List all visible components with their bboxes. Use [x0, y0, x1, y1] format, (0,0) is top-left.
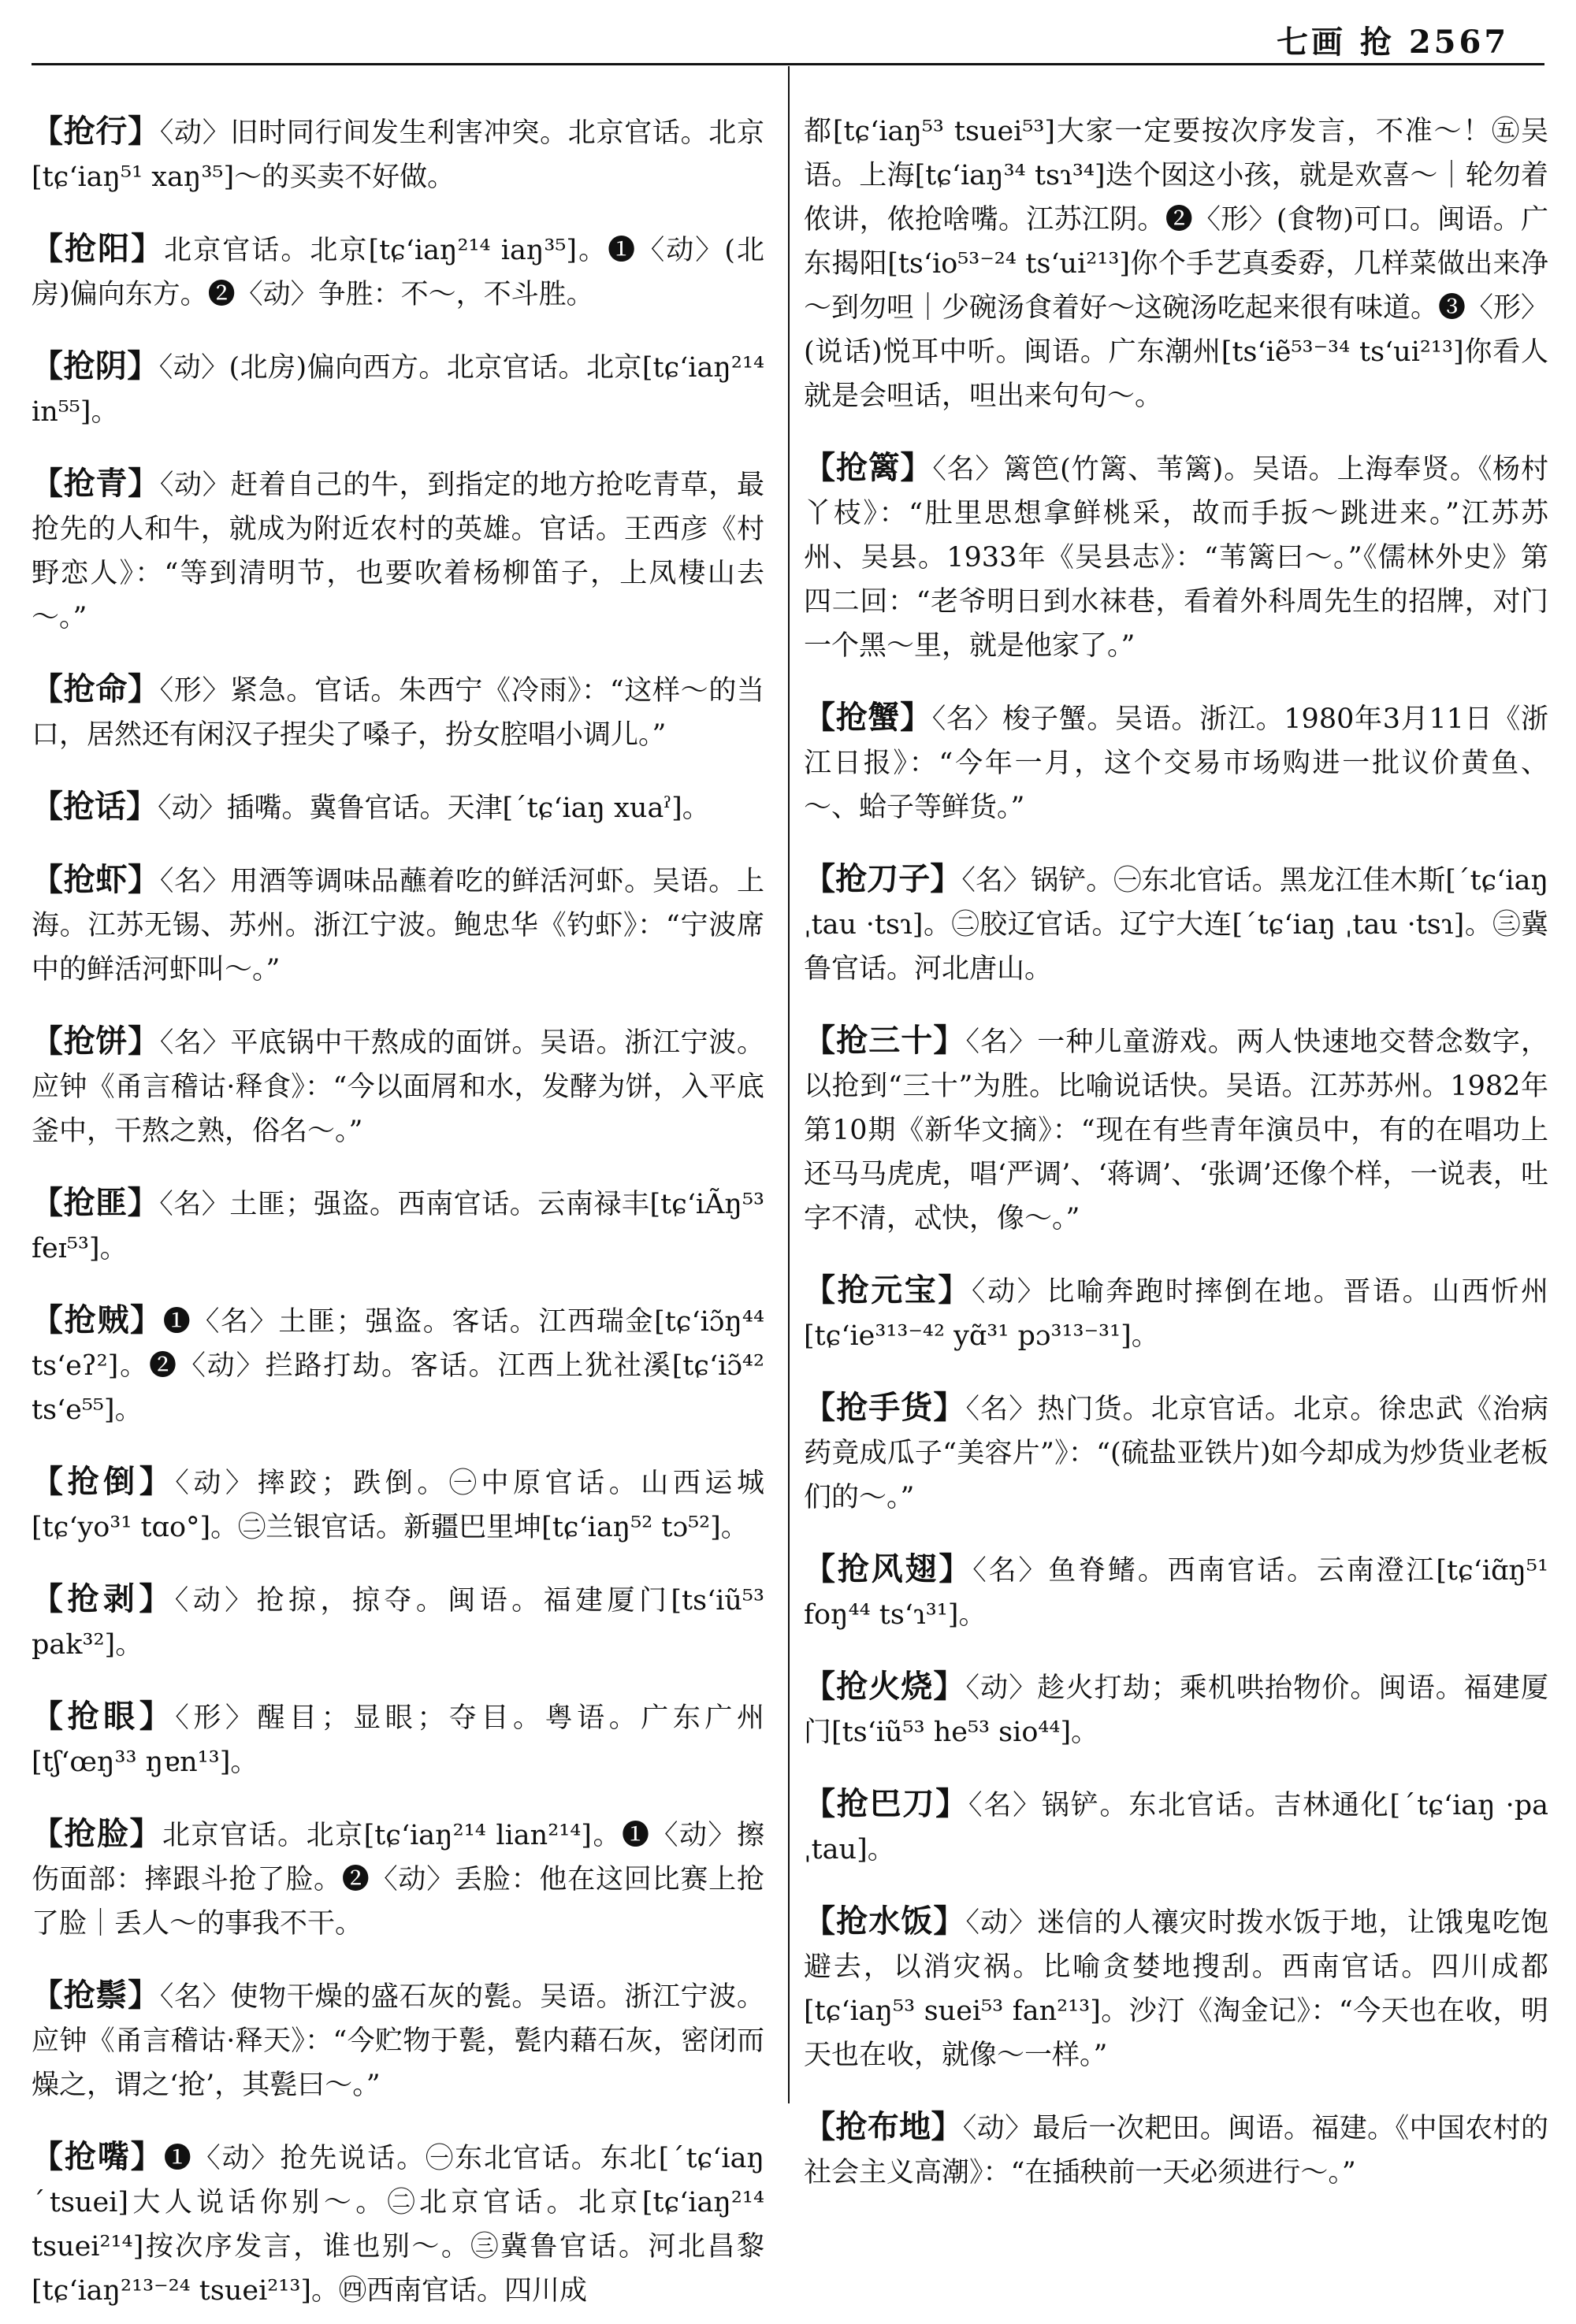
definition: 〈名〉土匪；强盗。西南官话。云南禄丰[tɕʻiÃŋ⁵³ feɪ⁵³]。: [32, 1189, 765, 1264]
definition: 〈动〉最后一次耙田。闽语。福建。《中国农村的社会主义高潮》：“在插秧前一天必须进行～。”: [804, 2113, 1548, 2188]
entry-continuation: 都[tɕʻiaŋ⁵³ tsuei⁵³]大家一定要按次序发言，不准～！㊄吴语。上海[tɕʻiaŋ³⁴ tsɿ³⁴]迭个囡这小孩，就是欢喜～｜轮勿着侬讲，侬抢啥嘴。江苏江阴。❷〈形〉(食物)可口。闽语。广东揭阳[tsʻio⁵³⁻²⁴ tsʻui²¹³]你个手艺真委孬，几样菜做出来净～到勿呾｜少碗汤食着好～这碗汤吃起来很有味道。❸〈形〉(说话)悦耳中听。闽语。广东潮州[tsʻiẽ⁵³⁻³⁴ tsʻui²¹³]你看人就是会呾话，呾出来句句～。: [804, 116, 1549, 412]
dictionary-entry: [804, 1019, 1548, 1241]
definition: 〈名〉平底锅中干熬成的面饼。吴语。浙江宁波。应钟《甬言稽诂·释食》：“今以面屑和水，发酵为饼，入平底釜中，干熬之熟，俗名～。”: [32, 1027, 765, 1147]
headword: 【抢三十】: [804, 1022, 966, 1059]
headword: 【抢命】: [32, 670, 160, 707]
dictionary-entry: [32, 1973, 764, 2107]
headword: 【抢鬃】: [32, 1977, 160, 2014]
headword: 【抢阳】: [32, 230, 165, 267]
definition: ❶〈动〉抢先说话。㊀东北官话。东北[ˊtɕʻiaŋ ˊtsuei]大人说话你别～。㊁北京官话。北京[tɕʻiaŋ²¹⁴ tsuei²¹⁴]按次序发言，谁也别～。㊂冀鲁官话。河北昌黎[tɕʻiaŋ²¹³⁻²⁴ tsuei²¹³]。㊃西南官话。四川成: [32, 2143, 764, 2307]
definition: 〈动〉(北房)偏向西方。北京官话。北京[tɕʻiaŋ²¹⁴ in⁵⁵]。: [32, 352, 765, 428]
definition: 北京官话。北京[tɕʻiaŋ²¹⁴ iaŋ³⁵]。❶〈动〉(北房)偏向东方。❷〈动〉争胜：不～，不斗胜。: [32, 235, 765, 310]
header-rule: [32, 63, 1544, 65]
dictionary-entry: [32, 1019, 764, 1153]
definition: ❶〈名〉土匪；强盗。客话。江西瑞金[tɕʻiɔ̃ŋ⁴⁴ tsʻeʔ²]。❷〈动〉拦路打劫。客话。江西上犹社溪[tɕʻiɔ̃⁴² tsʻe⁵⁵]。: [32, 1306, 764, 1426]
right-column: [804, 82, 1548, 2206]
column-divider: [788, 66, 790, 2103]
definition: 〈名〉锅铲。东北官话。吉林通化[ˊtɕʻiaŋ ·pa ˌtau]。: [804, 1790, 1549, 1866]
page-header: [0, 0, 1576, 69]
headword: 【抢青】: [32, 465, 160, 502]
headword: 【抢阴】: [32, 347, 159, 384]
dictionary-entry: [804, 446, 1548, 668]
dictionary-entry: [804, 696, 1548, 830]
dictionary-entry: [32, 1577, 764, 1667]
dictionary-entry: [32, 785, 764, 830]
dictionary-entry: [32, 858, 764, 992]
headword: 【抢嘴】: [32, 2138, 164, 2175]
definition: 〈动〉趁火打劫；乘机哄抬物价。闽语。福建厦门[tsʻiũ⁵³ he⁵³ sio⁴⁴]。: [804, 1672, 1548, 1748]
headword: 【抢倒】: [32, 1463, 176, 1500]
dictionary-entry: [32, 1695, 764, 1784]
definition: 〈名〉鱼脊鳍。西南官话。云南澄江[tɕʻiɑ̃ŋ⁵¹ foŋ⁴⁴ tsʻɿ³¹]。: [804, 1555, 1548, 1631]
headword: 【抢水饭】: [804, 1903, 966, 1940]
headword: 【抢贼】: [32, 1301, 163, 1338]
headword: 【抢火烧】: [804, 1668, 966, 1705]
headword: 【抢布地】: [804, 2108, 963, 2145]
headword: 【抢巴刀】: [804, 1785, 969, 1822]
definition: 〈名〉篱笆(竹篱、苇篱)。吴语。上海奉贤。《杨村丫枝》：“肚里思想拿鲜桃采，故而手扳～跳进来。”江苏苏州、吴县。1933年《吴县志》：“苇篱曰～。”《儒林外史》第四二回：“老爷明日到水袜巷，看着外科周先生的招牌，对门一个黑～里，就是他家了。”: [804, 454, 1549, 662]
headword: 【抢刀子】: [804, 860, 962, 897]
headword: 【抢蟹】: [804, 699, 932, 736]
dictionary-entry: [804, 857, 1548, 991]
headword: 【抢眼】: [32, 1698, 176, 1735]
dictionary-entry: [804, 1386, 1548, 1520]
headword: 【抢手货】: [804, 1389, 966, 1426]
definition: 〈名〉热门货。北京官话。北京。徐忠武《治病药竟成瓜子“美容片”》：“(硫盐亚铁片)如今却成为炒货业老板们的～。”: [804, 1394, 1548, 1513]
dictionary-entry: [32, 344, 764, 434]
definition: 〈名〉用酒等调味品蘸着吃的鲜活河虾。吴语。上海。江苏无锡、苏州。浙江宁波。鲍忠华《钓虾》：“宁波席中的鲜活河虾叫～。”: [32, 866, 765, 986]
dictionary-entry: [32, 1460, 764, 1550]
definition: 〈动〉赶着自己的牛，到指定的地方抢吃青草，最抢先的人和牛，就成为附近农村的英雄。官话。王西彦《村野恋人》：“等到清明节，也要吹着杨柳笛子，上凤棲山去～。”: [32, 470, 765, 633]
dictionary-entry: [804, 1268, 1548, 1358]
definition: 〈动〉抢掠，掠夺。闽语。福建厦门[tsʻiũ⁵³ pak³²]。: [32, 1585, 764, 1661]
dictionary-entry: [32, 462, 764, 640]
dictionary-entry: [32, 2135, 764, 2313]
dictionary-entry: [804, 1665, 1548, 1754]
dictionary-entry: [804, 1782, 1548, 1872]
headword: 【抢剥】: [32, 1580, 175, 1617]
definition: 〈名〉梭子蟹。吴语。浙江。1980年3月11日《浙江日报》：“今年一月，这个交易市场购进一批议价黄鱼、～、蛤子等鲜货。”: [804, 704, 1549, 823]
definition: 〈名〉一种儿童游戏。两人快速地交替念数字，以抢到“三十”为胜。比喻说话快。吴语。江苏苏州。1982年第10期《新华文摘》：“现在有些青年演员中，有的在唱功上还马马虎虎，唱‘严调’、‘蒋调’、‘张调’还像个样，一说表，吐字不清，忒快，像～。”: [804, 1026, 1548, 1234]
headword: 【抢饼】: [32, 1023, 160, 1060]
dictionary-entry: [804, 1547, 1548, 1637]
headword: 【抢风翅】: [804, 1550, 973, 1587]
dictionary-entry: [804, 2105, 1548, 2195]
definition: 〈动〉迷信的人禳灾时拨水饭于地，让饿鬼吃饱避去，以消灾祸。比喻贪婪地搜刮。西南官话。四川成都[tɕʻiaŋ⁵³ suei⁵³ fan²¹³]。沙汀《淘金记》：“今天也在收，明天也在收，就像～一样。”: [804, 1907, 1548, 2071]
definition: 〈名〉锅铲。㊀东北官话。黑龙江佳木斯[ˊtɕʻiaŋ ˌtau ·tsɿ]。㊁胶辽官话。辽宁大连[ˊtɕʻiaŋ ˌtau ·tsɿ]。㊂冀鲁官话。河北唐山。: [804, 865, 1548, 985]
running-header: 七画 抢 2567: [1277, 24, 1510, 61]
definition: 〈形〉醒目；显眼；夺目。粤语。广东广州[tʃʻœŋ³³ ŋɐn¹³]。: [32, 1702, 764, 1778]
headword: 【抢匪】: [32, 1184, 160, 1221]
definition: 〈形〉紧急。官话。朱西宁《冷雨》：“这样～的当口，居然还有闲汉子捏尖了嗓子，扮女腔唱小调儿。”: [32, 675, 764, 751]
dictionary-entry: [32, 227, 764, 317]
dictionary-entry: [804, 1899, 1548, 2077]
headword: 【抢脸】: [32, 1815, 163, 1852]
dictionary-entry: [32, 1298, 764, 1432]
definition: 〈名〉使物干燥的盛石灰的甏。吴语。浙江宁波。应钟《甬言稽诂·释天》：“今贮物于甏，甏内藉石灰，密闭而燥之，谓之‘抢’，其甏曰～。”: [32, 1981, 765, 2101]
headword: 【抢篱】: [804, 449, 933, 486]
dictionary-entry: [32, 1812, 764, 1946]
headword: 【抢虾】: [32, 861, 160, 898]
headword: 【抢元宝】: [804, 1272, 972, 1309]
definition: 〈动〉比喻奔跑时摔倒在地。晋语。山西忻州[tɕʻie³¹³⁻⁴² yɑ̃³¹ pɔ³¹³⁻³¹]。: [804, 1276, 1548, 1352]
headword: 【抢行】: [32, 113, 160, 150]
headword: 【抢话】: [32, 788, 158, 825]
definition: 〈动〉插嘴。冀鲁官话。天津[ˊtɕʻiaŋ xuaˀ]。: [158, 793, 710, 824]
definition: 〈动〉旧时同行间发生利害冲突。北京官话。北京[tɕʻiaŋ⁵¹ xaŋ³⁵]～的买卖不好做。: [32, 117, 765, 193]
left-column: [32, 82, 764, 2324]
dictionary-entry: [32, 667, 764, 757]
definition: 〈动〉摔跤；跌倒。㊀中原官话。山西运城[tɕʻyo³¹ tɑo°]。㊁兰银官话。新疆巴里坤[tɕʻiaŋ⁵² tɔ⁵²]。: [32, 1468, 764, 1543]
definition: 北京官话。北京[tɕʻiaŋ²¹⁴ lian²¹⁴]。❶〈动〉擦伤面部：摔跟斗抢了脸。❷〈动〉丢脸：他在这回比赛上抢了脸｜丢人～的事我不干。: [32, 1820, 765, 1940]
dictionary-entry: [32, 1181, 764, 1271]
dictionary-entry: [32, 110, 764, 199]
